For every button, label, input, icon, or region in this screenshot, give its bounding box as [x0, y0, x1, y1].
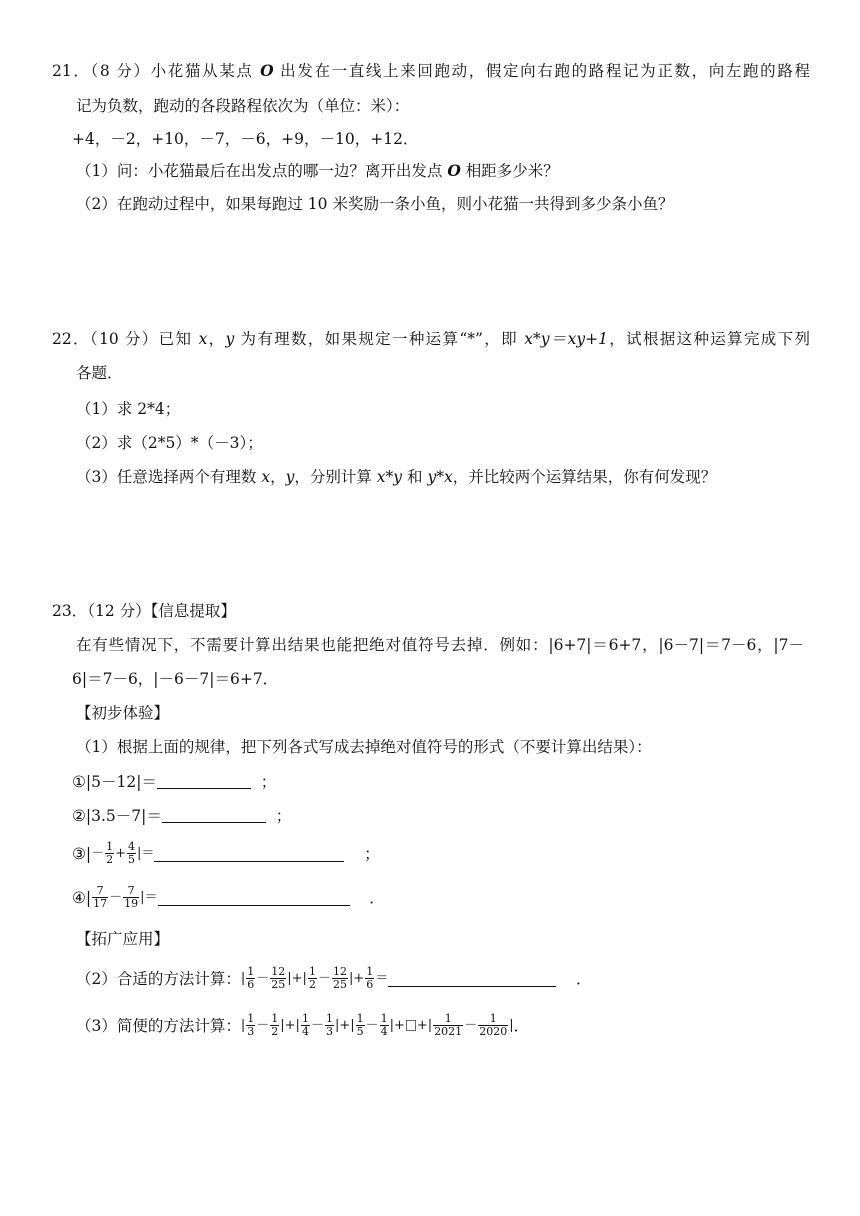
q21-line1	[52, 60, 810, 82]
q23-info1: 在有些情况下，不需要计算出结果也能把绝对值符号去掉．例如：|6+7|＝6+7，|6－7|＝7－6，|7－	[76, 636, 804, 654]
var-y-2: y	[285, 468, 295, 486]
q21-score: （8 分）	[90, 62, 151, 80]
q23-e4-label: ④|	[72, 888, 92, 907]
q23-e1	[72, 771, 276, 793]
answer-blank-1[interactable]	[157, 772, 251, 789]
q23-sub3-math: （3）简便的方法计算： | $\frac{1}{3}$ － $\frac{1}{2}$ |+| $\frac{1}{4}$ － $\frac{1}{3}$ |+| $\frac{1}{5}$ － $\frac{1}{4}$ |+ +| $\frac{1}{2021}$ － $\frac{1}{2020}$ | ．	[76, 1012, 530, 1038]
q23-heading3: 【拓广应用】	[76, 930, 170, 948]
q22-score: （10 分）	[89, 330, 159, 348]
q21-sub1	[76, 160, 559, 182]
frac-4-5: $\frac{4}{5}$	[128, 840, 136, 866]
q23-sub2	[76, 966, 591, 991]
var-y: y	[225, 330, 235, 348]
q22-line1	[52, 328, 810, 350]
frac-1-3b: $\frac{1}{3}$	[325, 1012, 333, 1038]
frac-1-2021: $\frac{1}{2021}$	[434, 1012, 463, 1038]
q23-e3-label: ③|	[72, 844, 92, 863]
q22-text-b: 为有理数，如果规定一种运算“*”，即	[240, 330, 518, 348]
q22-text: 已知	[158, 330, 193, 348]
q22-line2: 各题．	[76, 364, 123, 382]
q22-comma: ，	[207, 330, 226, 348]
q23-sub3	[76, 1013, 529, 1038]
var-x-2: x	[261, 468, 271, 486]
q22-sub1: （1）求 2*4；	[76, 400, 181, 418]
q23-e3-end: ；	[364, 844, 380, 863]
var-x: x	[198, 330, 208, 348]
q21-sub1-text-b: 相距多少米？	[465, 162, 559, 180]
q23-sub1: （1）根据上面的规律，把下列各式写成去掉绝对值符号的形式（不要计算出结果）：	[76, 738, 652, 756]
q23-e3-math: ③| － $\frac{1}{2}$ + $\frac{4}{5}$ |＝ ；	[72, 840, 380, 866]
q23-e1-expr: ①|5－12|＝	[72, 773, 157, 791]
frac-1-2c: $\frac{1}{2}$	[271, 1012, 279, 1038]
q21-number: 21．	[52, 62, 91, 80]
frac-1-2: $\frac{1}{2}$	[106, 840, 114, 866]
q22-number: 22．	[52, 330, 90, 348]
frac-1-4b: $\frac{1}{4}$	[380, 1012, 388, 1038]
q21-distances: +4，－2，+10，－7，－6，+9，－10，+12．	[72, 130, 419, 148]
q21-sub1-text: （1）问：小花猫最后在出发点的哪一边？离开出发点	[76, 162, 443, 180]
q23-number: 23．	[52, 602, 88, 620]
frac-7-17: $\frac{7}{17}$	[93, 884, 108, 910]
frac-1-2020: $\frac{1}{2020}$	[479, 1012, 508, 1038]
q21-line2: 记为负数，跑动的各段路程依次为（单位：米）：	[76, 97, 410, 115]
operation-definition: x*y＝xy+1	[524, 330, 608, 348]
point-o: O	[260, 61, 274, 80]
ellipsis-box	[406, 1020, 416, 1031]
q23-info2: 6|＝7－6，|－6－7|＝6+7．	[72, 670, 279, 688]
q23-sub3-end: ．	[513, 1016, 530, 1035]
answer-blank-3[interactable]	[154, 845, 344, 862]
q23-e4	[72, 885, 385, 910]
frac-1-4: $\frac{1}{4}$	[301, 1012, 309, 1038]
frac-1-6: $\frac{1}{6}$	[247, 965, 255, 991]
q22-sub3-text-b: ，分别计算	[294, 468, 372, 486]
frac-12-25b: $\frac{12}{25}$	[332, 965, 347, 991]
q23-e2-end: ；	[275, 807, 292, 825]
q23-e3	[72, 841, 380, 866]
q23-sub3-text: （3）简便的方法计算：	[76, 1016, 241, 1035]
q23-e4-math: ④| $\frac{7}{17}$ － $\frac{7}{19}$ |＝ ．	[72, 884, 385, 910]
q23-score: （12 分）	[87, 602, 151, 620]
answer-blank-4[interactable]	[158, 889, 350, 906]
q23-e2	[72, 805, 291, 827]
frac-1-2b: $\frac{1}{2}$	[308, 965, 316, 991]
q22-sub3-comma: ，	[270, 468, 286, 486]
q23-e2-expr: ②|3.5－7|＝	[72, 807, 162, 825]
q23-sub2-text: （2）合适的方法计算：	[76, 969, 241, 988]
q23-line1	[52, 600, 236, 622]
q22-sub3-text-c: ，并比较两个运算结果，你有何发现？	[452, 468, 717, 486]
q21-text-b: 出发在一直线上来回跑动，假定向右跑的路程记为正数，向左跑的路程	[280, 62, 810, 80]
answer-blank-5[interactable]	[388, 970, 556, 987]
frac-1-5: $\frac{1}{5}$	[356, 1012, 364, 1038]
q23-sub2-math: （2）合适的方法计算： | $\frac{1}{6}$ － $\frac{12}{25}$ |+| $\frac{1}{2}$ － $\frac{12}{25}$ |+ $\frac{1}{6}$ ＝ ．	[76, 965, 592, 991]
q22-and: 和	[406, 468, 423, 486]
frac-1-3: $\frac{1}{3}$	[247, 1012, 255, 1038]
q21-sub2: （2）在跑动过程中，如果每跑过 10 米奖励一条小鱼，则小花猫一共得到多少条小鱼？	[76, 195, 674, 213]
q21-text: 小花猫从某点	[150, 62, 254, 80]
answer-blank-2[interactable]	[162, 806, 266, 823]
frac-1-6b: $\frac{1}{6}$	[366, 965, 374, 991]
q22-text-c: ，试根据这种运算完成下列	[607, 330, 810, 348]
q23-heading2: 【初步体验】	[76, 704, 170, 722]
q23-e4-end: ．	[369, 888, 385, 907]
q22-sub3	[76, 466, 716, 488]
q22-sub3-text: （3）任意选择两个有理数	[76, 468, 257, 486]
q22-sub2: （2）求（2*5）*（－3）；	[76, 434, 263, 452]
q23-heading: 【信息提取】	[150, 602, 236, 620]
q23-sub2-end: ．	[575, 969, 592, 988]
frac-12-25: $\frac{12}{25}$	[271, 965, 286, 991]
q23-e1-end: ；	[260, 773, 277, 791]
frac-7-19: $\frac{7}{19}$	[124, 884, 139, 910]
point-o-2: O	[447, 161, 461, 180]
expr-y-star-x: y*x	[427, 468, 453, 486]
expr-x-star-y: x*y	[376, 468, 403, 486]
